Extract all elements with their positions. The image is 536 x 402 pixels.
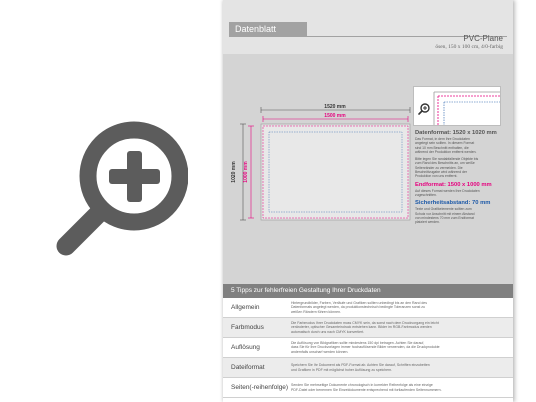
object-line: Produktion von uns entfernt.: [415, 174, 458, 179]
tip-row: [223, 298, 513, 318]
tip-row: [223, 338, 513, 358]
zoom-in-icon[interactable]: [48, 120, 188, 265]
outer-height-label: 1020 mm: [231, 161, 237, 183]
tip-text: Die Farbmodus Ihrer Druckdaten muss CMYK sein, da sonst nach dem Druckvorgang ein leicht veränderter, optischer Gesamteindruck entstehen kann. Bilder im RGB-Farbmodus werden automatisch durch uns nach CMYK konvertiert.: [291, 321, 439, 334]
safety-line: Schutz vor Anschnitt mit einem Abstand: [415, 211, 475, 216]
object-line: Seitenränder zu vermeiden. Die: [415, 165, 463, 170]
tip-row: [223, 318, 513, 338]
object-line: Beschnittzugabe wird während der: [415, 170, 468, 175]
dataformat-line: angelegt sein sollten. In diesem Format: [415, 141, 475, 146]
datasheet-page: [223, 0, 513, 402]
endformat-heading: Endformat: 1500 x 1000 mm: [415, 181, 492, 188]
endformat-line: Auf dieses Format werden Ihre Druckdaten: [415, 188, 480, 193]
tip-label: Dateiformat: [231, 364, 265, 371]
dataformat-line: sind 10 mm Beschnitt enthalten, die: [415, 145, 469, 150]
dataformat-heading: Datenformat: 1520 x 1020 mm: [415, 130, 497, 136]
tip-label: Farbmodus: [231, 324, 264, 331]
tips-header: 5 Tipps zur fehlerfreien Gestaltung Ihrer Druckdaten: [223, 284, 513, 298]
inner-height-label: 1000 mm: [243, 161, 249, 183]
safety-line: von mindestens 70 mm zum Endformat: [415, 215, 474, 220]
product-subtitle: ösen, 150 x 100 cm, 4/0-farbig: [435, 44, 503, 50]
safety-line: platziert werden.: [415, 220, 440, 225]
format-legend: [415, 130, 503, 224]
tip-text: Die Auflösung von Bildgrafiken sollte mindestens 150 dpi betragen. Achten Sie darauf, dass Sie für Ihre Druckvorlagen immer hochauflösende Bilder verwenden, da die Druckprodukte andernfalls unscharf werden können.: [291, 341, 440, 354]
safety-heading: Sicherheitsabstand: 70 mm: [415, 200, 491, 207]
object-line: Bitte legen Sie randabfallende Objekte bis: [415, 157, 479, 162]
product-title: PVC-Plane: [463, 34, 503, 43]
dataformat-line: Das Format, in dem Ihre Druckdaten: [415, 137, 470, 141]
tip-text: Senden Sie mehrseitige Dokumente chronologisch in korrekter Reihenfolge als eine einzige PDF-Datei oder benennen Sie Einzeldokumente entsprechend mit fortlaufenden Seitennummern.: [291, 383, 442, 392]
tip-text: Speichern Sie Ihr Dokument als PDF-Format ab. Achten Sie darauf, Schriften einzubetten und Grafiken in PDF mit möglichst hoher Auflösung zu speichern.: [291, 363, 430, 372]
object-line: zum Rand des Beschnitts an, um weiße: [415, 161, 475, 166]
tips-table: [223, 298, 513, 398]
tip-row: [223, 358, 513, 378]
tip-label: Allgemein: [231, 304, 260, 311]
tip-label: Seiten(-reihenfolge): [231, 384, 289, 391]
datasheet-tab: Datenblatt: [229, 22, 307, 36]
outer-width-label: 1520 mm: [324, 104, 346, 110]
endformat-line: zugeschnitten.: [415, 192, 437, 197]
dataformat-line: während der Produktion entfernt werden.: [415, 149, 477, 154]
tip-row: [223, 378, 513, 398]
tip-label: Auflösung: [231, 344, 260, 351]
inner-width-label: 1500 mm: [324, 113, 346, 119]
safety-line: Texte und Grafikelemente sollten zum: [415, 207, 472, 212]
format-drawing: [223, 100, 413, 240]
corner-detail-thumbnail[interactable]: [413, 86, 501, 126]
tip-text: Hintergrundbilder, Farben, Verläufe und Grafiken sollten unbedingt bis an den Rand des Datenformats angelegt werden, da produktionstechnisch bedingte Toleranzen sonst zu weißen Rändern führen können.: [291, 301, 428, 314]
small-zoom-icon: [419, 104, 429, 114]
